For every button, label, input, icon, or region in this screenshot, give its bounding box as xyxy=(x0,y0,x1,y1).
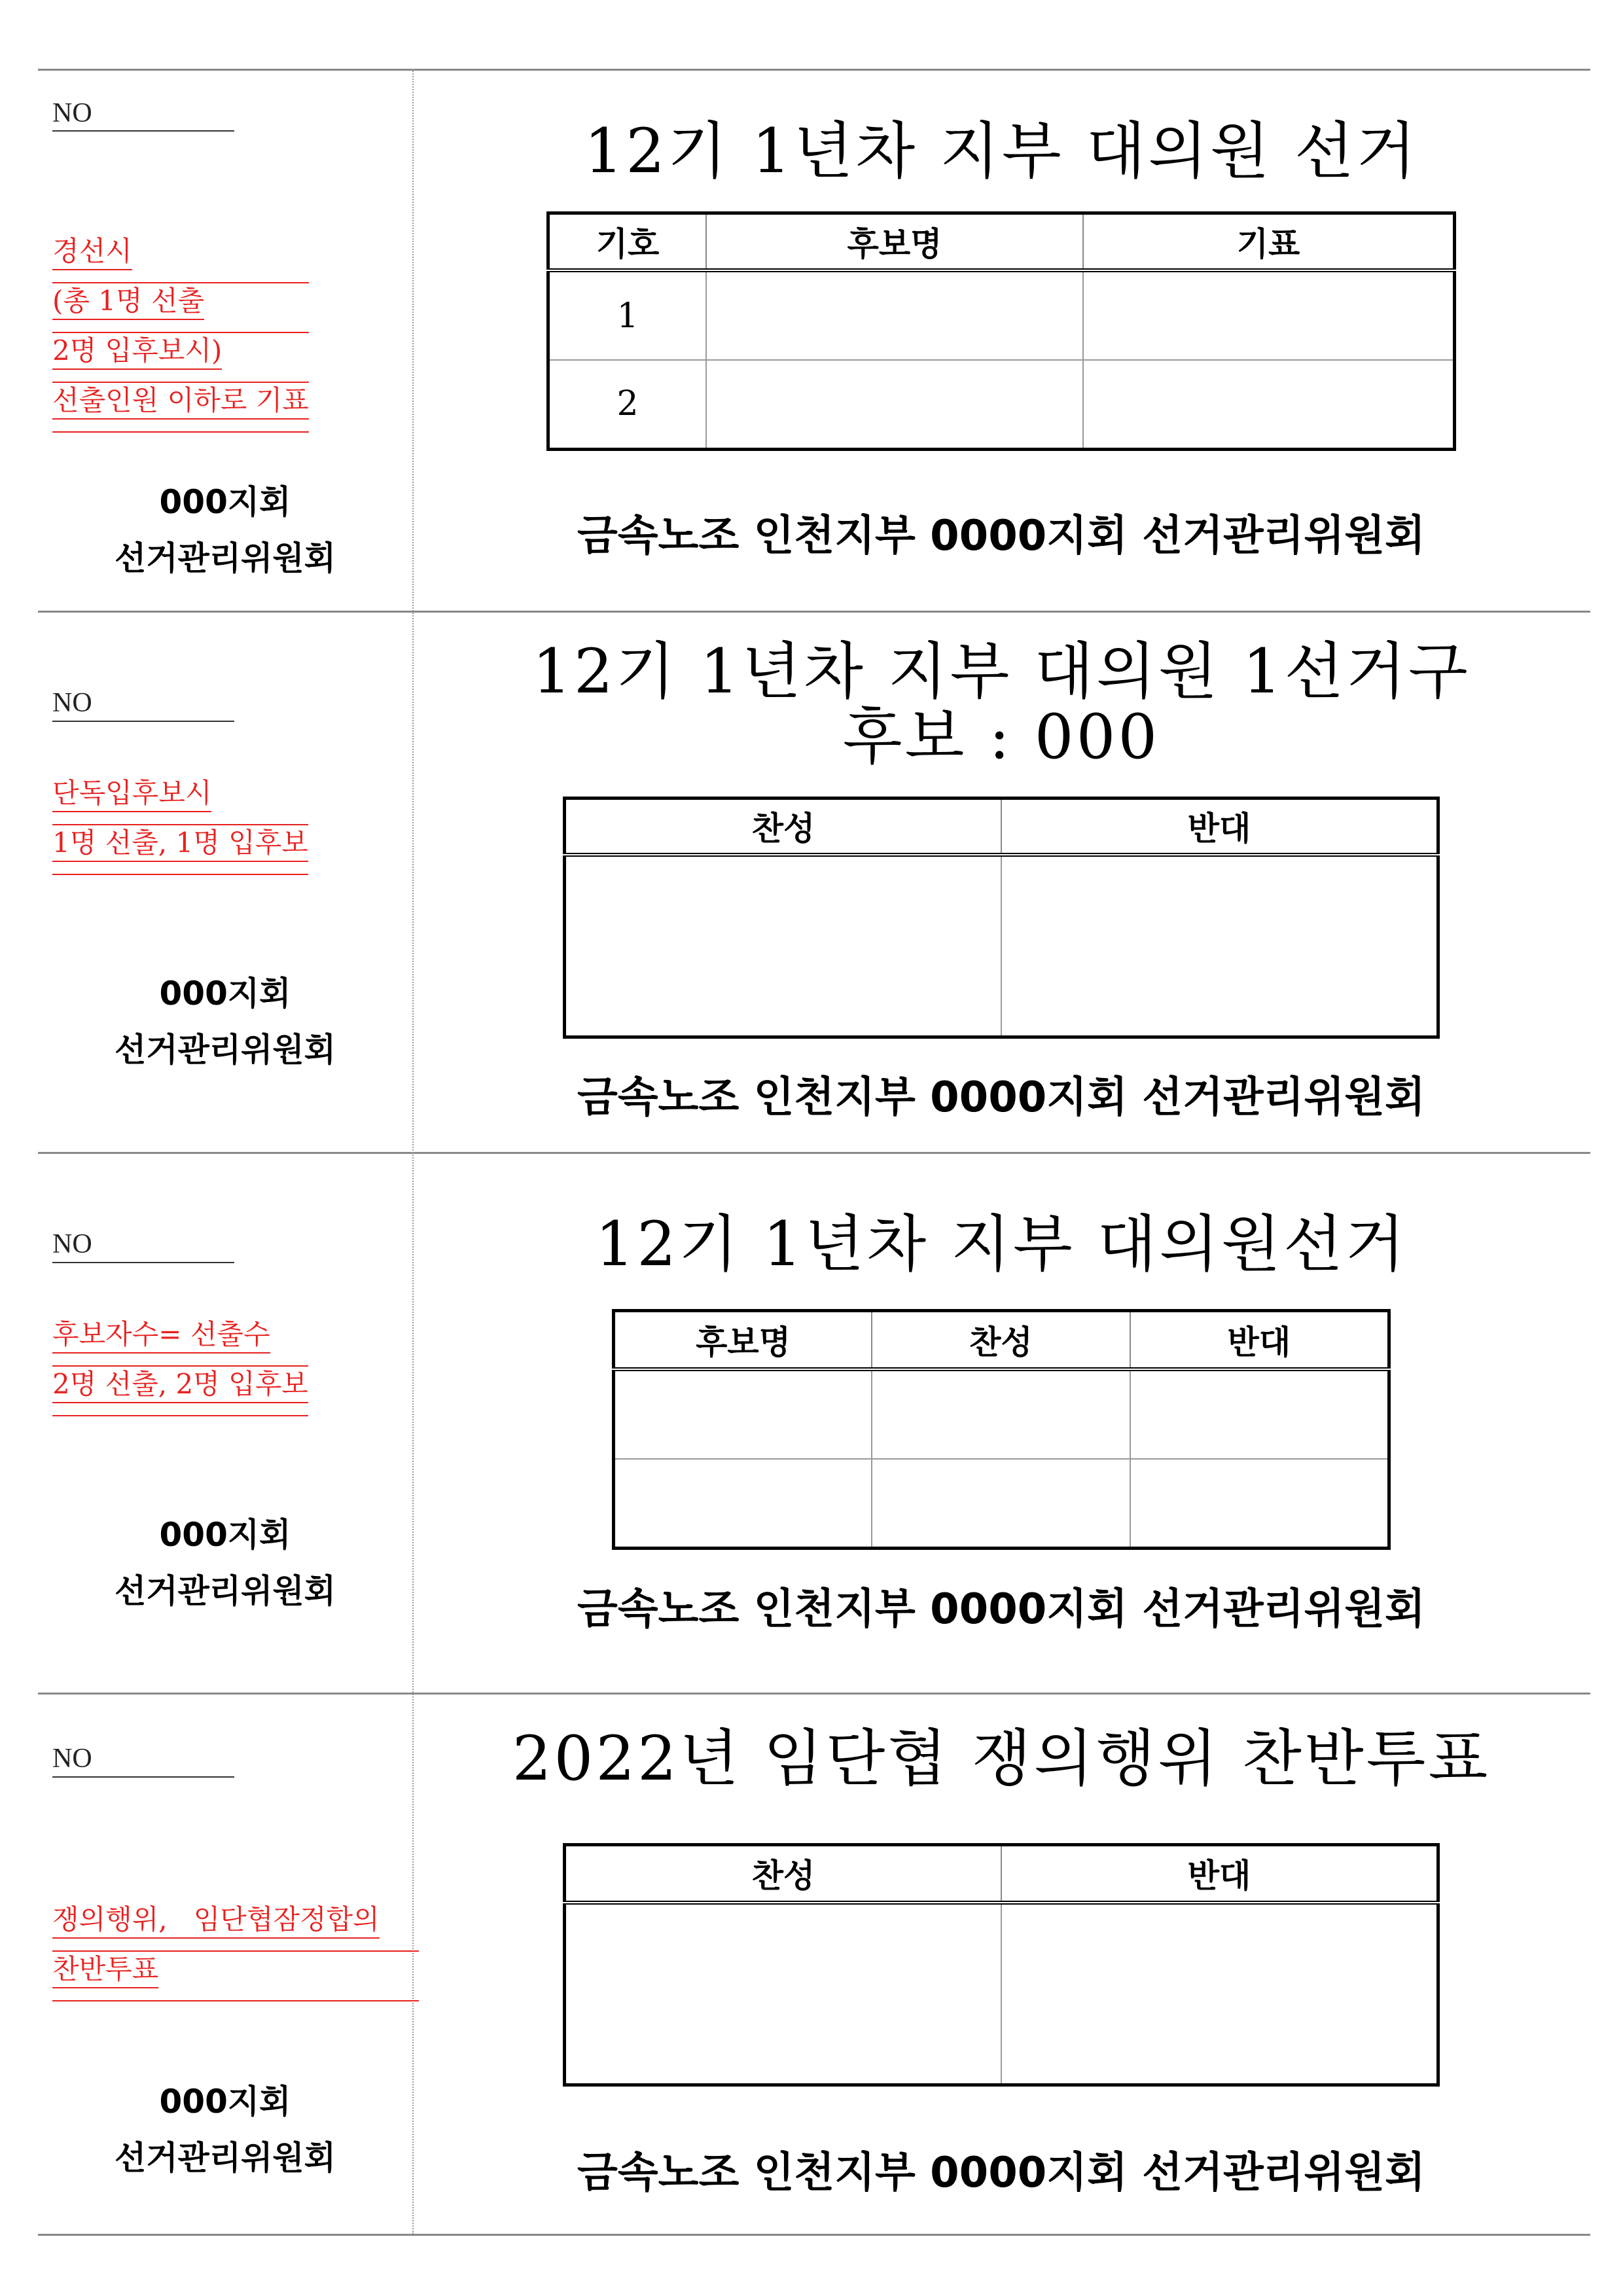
oppose-mark-cell[interactable] xyxy=(1130,1459,1389,1549)
col-header-candidate: 후보명 xyxy=(706,213,1083,271)
ballot-title xyxy=(412,1209,1590,1280)
ballot-footer: 금속노조 인천지부 0000지회 선거관리위원회 xyxy=(577,1073,1425,1122)
title-line: 12기 1년차 지부 대의원 선거 xyxy=(584,116,1419,187)
note-line: 단독입후보시 xyxy=(52,776,211,812)
col-header-oppose: 반대 xyxy=(1001,798,1438,855)
ballot-table xyxy=(563,797,1440,1039)
ballot-2-stub xyxy=(38,612,412,1154)
ballot-table xyxy=(612,1309,1391,1550)
table-row xyxy=(565,855,1438,1037)
no-underline xyxy=(52,1776,234,1778)
vote-mark-cell[interactable] xyxy=(1083,270,1455,360)
col-header-candidate: 후보명 xyxy=(614,1311,872,1370)
table-row xyxy=(614,1459,1389,1549)
ballot-footer: 금속노조 인천지부 0000지회 선거관리위원회 xyxy=(577,512,1425,560)
stub-org-name xyxy=(38,2073,412,2186)
stub-note xyxy=(52,776,308,875)
vote-mark-cell[interactable] xyxy=(1083,360,1455,450)
approve-mark-cell[interactable] xyxy=(872,1369,1130,1459)
oppose-mark-cell[interactable] xyxy=(1001,855,1438,1037)
table-row xyxy=(548,360,1455,450)
no-underline xyxy=(52,1262,234,1263)
ballot-2 xyxy=(38,612,1590,1154)
approve-mark-cell[interactable] xyxy=(565,855,1002,1037)
candidate-name-cell xyxy=(706,360,1083,450)
ballot-title xyxy=(412,636,1590,773)
org-branch: 000지회 xyxy=(159,2083,291,2121)
org-committee: 선거관리위원회 xyxy=(114,1031,336,1069)
stub-note xyxy=(52,1902,419,2001)
candidate-name-cell xyxy=(706,270,1083,360)
col-header-oppose: 반대 xyxy=(1001,1845,1438,1903)
ballot-footer: 금속노조 인천지부 0000지회 선거관리위원회 xyxy=(577,1585,1425,1634)
title-line: 12기 1년차 지부 대의원 1선거구 xyxy=(532,636,1471,708)
col-header-approve: 찬성 xyxy=(565,798,1002,855)
no-label: NO xyxy=(52,688,92,718)
col-header-mark: 기표 xyxy=(1083,213,1455,271)
no-label: NO xyxy=(52,1744,92,1774)
title-line: 12기 1년차 지부 대의원선거 xyxy=(595,1209,1408,1280)
table-row xyxy=(614,1369,1389,1459)
note-line: 2명 선출, 2명 입후보 xyxy=(52,1367,308,1403)
ballot-3 xyxy=(38,1153,1590,1695)
note-line: 1명 선출, 1명 입후보 xyxy=(52,825,308,862)
col-header-oppose: 반대 xyxy=(1130,1311,1389,1370)
org-branch: 000지회 xyxy=(159,483,291,521)
note-line: (총 1명 선출 xyxy=(52,283,204,320)
note-line: 2명 입후보시) xyxy=(52,333,222,370)
org-committee: 선거관리위원회 xyxy=(114,539,336,577)
ballot-4-main xyxy=(412,1694,1590,2236)
org-committee: 선거관리위원회 xyxy=(114,2139,336,2177)
stub-org-name xyxy=(38,474,412,586)
stub-org-name xyxy=(38,1507,412,1619)
oppose-mark-cell[interactable] xyxy=(1130,1369,1389,1459)
table-row xyxy=(548,270,1455,360)
ballot-title xyxy=(412,116,1590,187)
no-label: NO xyxy=(52,1229,92,1259)
candidate-line: 후보 : 000 xyxy=(842,702,1160,773)
note-line: 경선시 xyxy=(52,234,132,270)
org-branch: 000지회 xyxy=(159,1516,291,1554)
ballot-3-main xyxy=(412,1153,1590,1695)
org-branch: 000지회 xyxy=(159,975,291,1013)
col-header-number: 기호 xyxy=(548,213,707,271)
ballot-2-main xyxy=(412,612,1590,1154)
stub-org-name xyxy=(38,965,412,1078)
oppose-mark-cell[interactable] xyxy=(1001,1903,1438,2085)
ballot-4 xyxy=(38,1694,1590,2236)
approve-mark-cell[interactable] xyxy=(565,1903,1002,2085)
ballot-title xyxy=(412,1723,1590,1795)
ballot-table xyxy=(546,211,1456,451)
ballot-3-stub xyxy=(38,1153,412,1695)
ballot-4-stub xyxy=(38,1694,412,2236)
ballot-1 xyxy=(38,70,1590,612)
note-line: 쟁의행위, 임단협잠정합의 xyxy=(52,1902,380,1939)
approve-mark-cell[interactable] xyxy=(872,1459,1130,1549)
candidate-name-cell xyxy=(614,1459,872,1549)
candidate-name-cell xyxy=(614,1369,872,1459)
note-line: 찬반투표 xyxy=(52,1952,158,1988)
ballot-footer: 금속노조 인천지부 0000지회 선거관리위원회 xyxy=(577,2149,1425,2197)
col-header-approve: 찬성 xyxy=(872,1311,1130,1370)
candidate-number: 2 xyxy=(548,360,707,450)
ballot-table xyxy=(563,1843,1440,2087)
title-line: 2022년 임단협 쟁의행위 찬반투표 xyxy=(512,1723,1491,1795)
table-row xyxy=(565,1903,1438,2085)
ballot-1-main xyxy=(412,70,1590,612)
stub-note xyxy=(52,234,309,433)
stub-note xyxy=(52,1317,308,1416)
org-committee: 선거관리위원회 xyxy=(114,1572,336,1610)
note-line: 선출인원 이하로 기표 xyxy=(52,383,309,420)
candidate-number: 1 xyxy=(548,270,707,360)
no-underline xyxy=(52,721,234,722)
no-label: NO xyxy=(52,98,92,128)
no-underline xyxy=(52,130,234,132)
col-header-approve: 찬성 xyxy=(565,1845,1002,1903)
ballot-1-stub xyxy=(38,70,412,612)
note-line: 후보자수= 선출수 xyxy=(52,1317,270,1354)
